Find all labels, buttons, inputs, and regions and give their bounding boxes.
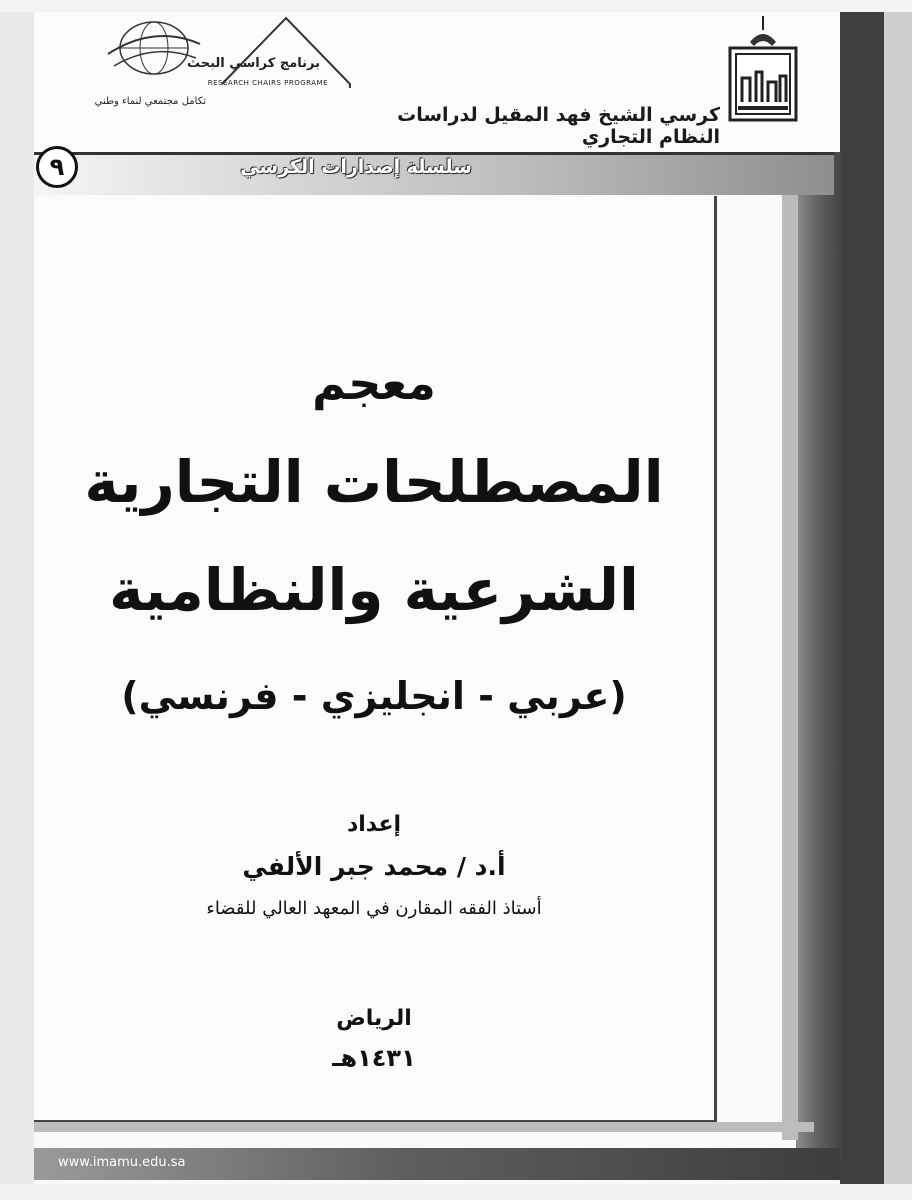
book-title-line3: الشرعية والنظامية — [109, 556, 639, 624]
frame-shadow — [34, 1122, 814, 1132]
scan-edge-bottom — [0, 1184, 912, 1200]
author-name: أ.د / محمد جبر الألفي — [242, 852, 506, 881]
publication-city: الرياض — [336, 1006, 412, 1031]
university-emblem-icon — [728, 16, 798, 124]
chair-title: كرسي الشيخ فهد المقيل لدراسات النظام التجاري — [397, 104, 720, 148]
book-title-line2: المصطلحات التجارية — [84, 448, 664, 516]
publication-year: ١٤٣١هـ — [332, 1044, 416, 1072]
program-name: برنامج كراسي البحث — [186, 56, 320, 71]
program-tagline: تكامل مجتمعي لنماء وطني — [94, 96, 206, 107]
gradient-vertical-band — [796, 150, 842, 1160]
dark-vertical-band — [840, 12, 884, 1187]
light-vertical-band — [782, 190, 798, 1140]
outer-gray-band — [884, 12, 912, 1187]
author-affiliation: أستاذ الفقه المقارن في المعهد العالي للقضاء — [206, 898, 542, 919]
book-title-line1: معجم — [312, 356, 436, 410]
program-name-en: RESEARCH CHAIRS PROGRAME — [207, 79, 328, 87]
book-languages: (عربي - انجليزي - فرنسي) — [121, 674, 627, 718]
main-frame — [34, 196, 717, 1123]
prepared-by-label: إعداد — [346, 812, 402, 837]
footer-url: www.imamu.edu.sa — [58, 1155, 186, 1170]
scan-edge-top — [0, 0, 912, 12]
series-number-badge: ٩ — [36, 146, 78, 188]
series-title: سلسلة إصدارات الكرسي — [240, 156, 472, 178]
